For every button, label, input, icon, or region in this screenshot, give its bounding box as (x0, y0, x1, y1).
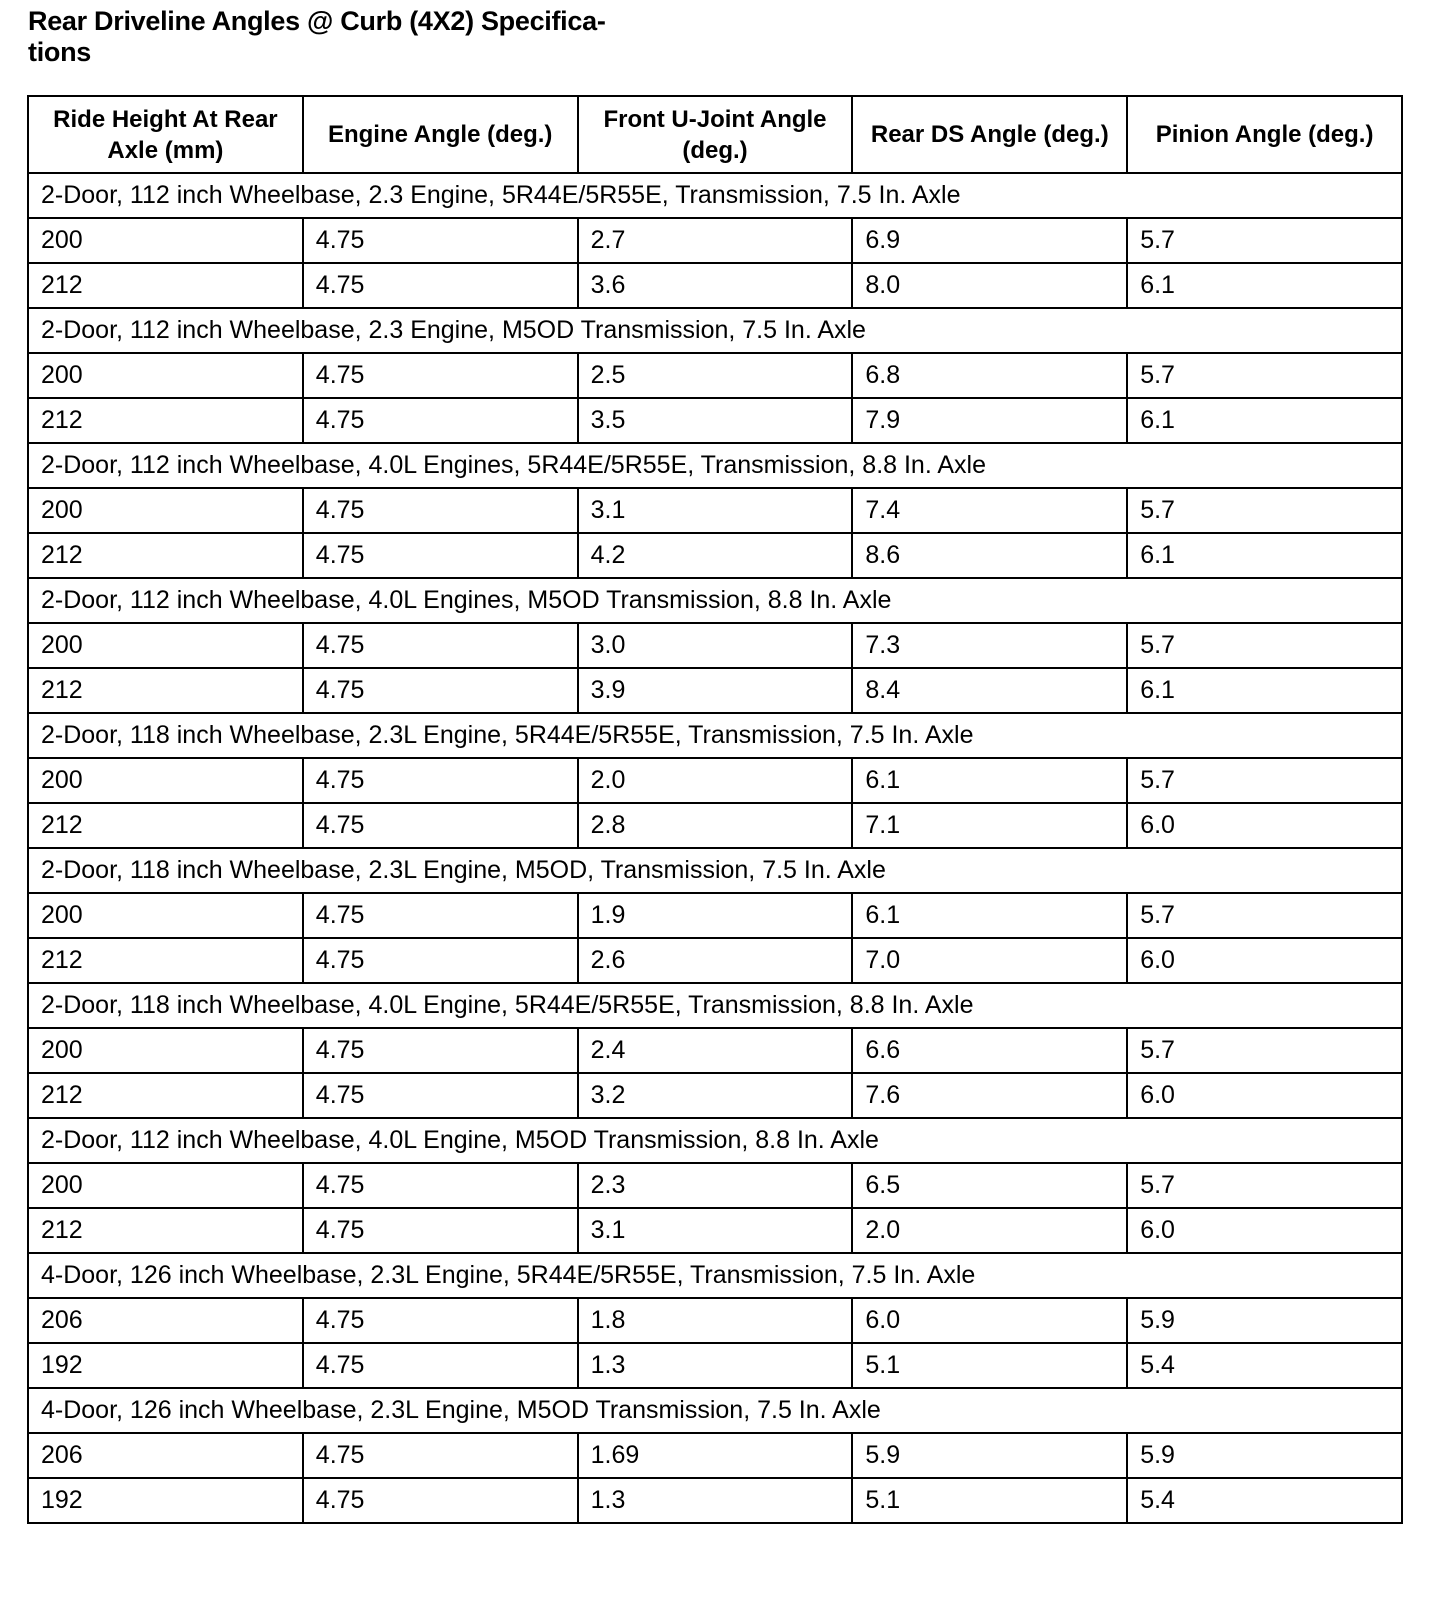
table-cell: 8.4 (852, 668, 1127, 713)
table-cell: 6.0 (1127, 1208, 1402, 1253)
table-cell: 8.6 (852, 533, 1127, 578)
column-header-front-ujoint-angle: Front U-Joint Angle (deg.) (578, 96, 853, 173)
table-cell: 3.5 (578, 398, 853, 443)
table-cell: 5.1 (852, 1478, 1127, 1523)
table-cell: 200 (28, 218, 303, 263)
table-cell: 2.3 (578, 1163, 853, 1208)
table-cell: 5.7 (1127, 488, 1402, 533)
group-label: 2-Door, 112 inch Wheelbase, 4.0L Engines, 5R44E/5R55E, Transmission, 8.8 In. Axle (28, 443, 1402, 488)
table-cell: 2.6 (578, 938, 853, 983)
table-cell: 212 (28, 1208, 303, 1253)
table-cell: 5.7 (1127, 353, 1402, 398)
table-cell: 212 (28, 668, 303, 713)
table-cell: 3.1 (578, 1208, 853, 1253)
table-cell: 7.4 (852, 488, 1127, 533)
group-row (28, 578, 1402, 623)
table-cell: 4.75 (303, 1073, 578, 1118)
table-cell: 4.75 (303, 893, 578, 938)
table-cell: 6.9 (852, 218, 1127, 263)
table-cell: 6.1 (852, 758, 1127, 803)
table-cell: 3.2 (578, 1073, 853, 1118)
table-cell: 1.9 (578, 893, 853, 938)
table-cell: 6.1 (852, 893, 1127, 938)
table-cell: 5.1 (852, 1343, 1127, 1388)
table-cell: 6.6 (852, 1028, 1127, 1073)
table-cell: 7.0 (852, 938, 1127, 983)
group-row (28, 1253, 1402, 1298)
table-cell: 3.6 (578, 263, 853, 308)
table-cell: 212 (28, 1073, 303, 1118)
table-cell: 4.75 (303, 1433, 578, 1478)
table-cell: 6.0 (852, 1298, 1127, 1343)
table-row (28, 893, 1402, 938)
table-row (28, 668, 1402, 713)
table-cell: 212 (28, 398, 303, 443)
table-row (28, 758, 1402, 803)
table-cell: 5.7 (1127, 623, 1402, 668)
table-cell: 5.9 (1127, 1433, 1402, 1478)
table-cell: 3.9 (578, 668, 853, 713)
group-row (28, 173, 1402, 218)
group-label: 4-Door, 126 inch Wheelbase, 2.3L Engine, M5OD Transmission, 7.5 In. Axle (28, 1388, 1402, 1433)
table-cell: 5.7 (1127, 218, 1402, 263)
table-cell: 7.9 (852, 398, 1127, 443)
table-cell: 6.1 (1127, 263, 1402, 308)
table-row (28, 623, 1402, 668)
table-row (28, 803, 1402, 848)
table-cell: 1.3 (578, 1343, 853, 1388)
group-label: 4-Door, 126 inch Wheelbase, 2.3L Engine, 5R44E/5R55E, Transmission, 7.5 In. Axle (28, 1253, 1402, 1298)
table-cell: 6.1 (1127, 668, 1402, 713)
table-row (28, 488, 1402, 533)
table-cell: 4.75 (303, 488, 578, 533)
table-row (28, 1298, 1402, 1343)
table-row (28, 353, 1402, 398)
title-line-1: Rear Driveline Angles @ Curb (4X2) Specifica- (28, 6, 606, 36)
table-cell: 4.2 (578, 533, 853, 578)
table-cell: 6.1 (1127, 398, 1402, 443)
table-cell: 4.75 (303, 1208, 578, 1253)
table-cell: 7.1 (852, 803, 1127, 848)
table-cell: 4.75 (303, 263, 578, 308)
table-cell: 4.75 (303, 803, 578, 848)
table-cell: 5.7 (1127, 758, 1402, 803)
table-cell: 200 (28, 893, 303, 938)
table-cell: 4.75 (303, 353, 578, 398)
table-row (28, 1163, 1402, 1208)
table-cell: 200 (28, 353, 303, 398)
table-cell: 4.75 (303, 623, 578, 668)
table-cell: 4.75 (303, 1298, 578, 1343)
table-cell: 8.0 (852, 263, 1127, 308)
specifications-table (27, 95, 1403, 1524)
table-cell: 5.9 (852, 1433, 1127, 1478)
table-cell: 4.75 (303, 1478, 578, 1523)
table-cell: 5.9 (1127, 1298, 1402, 1343)
table-cell: 6.0 (1127, 938, 1402, 983)
table-cell: 7.3 (852, 623, 1127, 668)
table-cell: 6.8 (852, 353, 1127, 398)
table-cell: 192 (28, 1343, 303, 1388)
title-line-2: tions (28, 37, 91, 67)
group-row (28, 1388, 1402, 1433)
column-header-rear-ds-angle: Rear DS Angle (deg.) (852, 96, 1127, 173)
table-cell: 206 (28, 1298, 303, 1343)
table-cell: 1.8 (578, 1298, 853, 1343)
group-label: 2-Door, 118 inch Wheelbase, 2.3L Engine, M5OD, Transmission, 7.5 In. Axle (28, 848, 1402, 893)
table-cell: 200 (28, 1028, 303, 1073)
table-row (28, 1208, 1402, 1253)
table-cell: 5.4 (1127, 1343, 1402, 1388)
table-cell: 4.75 (303, 758, 578, 803)
group-label: 2-Door, 118 inch Wheelbase, 2.3L Engine, 5R44E/5R55E, Transmission, 7.5 In. Axle (28, 713, 1402, 758)
group-row (28, 308, 1402, 353)
table-cell: 4.75 (303, 938, 578, 983)
table-cell: 5.7 (1127, 893, 1402, 938)
table-row (28, 1073, 1402, 1118)
table-row (28, 1028, 1402, 1073)
group-row (28, 1118, 1402, 1163)
table-row (28, 263, 1402, 308)
table-cell: 5.7 (1127, 1163, 1402, 1208)
column-header-engine-angle: Engine Angle (deg.) (303, 96, 578, 173)
group-row (28, 848, 1402, 893)
table-cell: 200 (28, 1163, 303, 1208)
column-header-ride-height: Ride Height At Rear Axle (mm) (28, 96, 303, 173)
table-cell: 6.1 (1127, 533, 1402, 578)
table-row (28, 398, 1402, 443)
table-cell: 4.75 (303, 533, 578, 578)
table-cell: 2.0 (852, 1208, 1127, 1253)
table-row (28, 533, 1402, 578)
table-cell: 6.5 (852, 1163, 1127, 1208)
table-cell: 200 (28, 623, 303, 668)
group-label: 2-Door, 112 inch Wheelbase, 2.3 Engine, 5R44E/5R55E, Transmission, 7.5 In. Axle (28, 173, 1402, 218)
group-row (28, 713, 1402, 758)
table-cell: 2.4 (578, 1028, 853, 1073)
table-cell: 5.4 (1127, 1478, 1402, 1523)
table-cell: 212 (28, 938, 303, 983)
group-row (28, 983, 1402, 1028)
group-label: 2-Door, 112 inch Wheelbase, 4.0L Engine, M5OD Transmission, 8.8 In. Axle (28, 1118, 1402, 1163)
group-row (28, 443, 1402, 488)
table-cell: 6.0 (1127, 1073, 1402, 1118)
header-row (28, 96, 1402, 173)
table-cell: 2.7 (578, 218, 853, 263)
table-cell: 212 (28, 533, 303, 578)
table-cell: 206 (28, 1433, 303, 1478)
table-cell: 4.75 (303, 1163, 578, 1208)
page-title (28, 6, 606, 68)
table-cell: 3.1 (578, 488, 853, 533)
table-cell: 4.75 (303, 398, 578, 443)
table-cell: 212 (28, 263, 303, 308)
table-cell: 2.0 (578, 758, 853, 803)
table-cell: 3.0 (578, 623, 853, 668)
table-row (28, 938, 1402, 983)
table-cell: 7.6 (852, 1073, 1127, 1118)
group-label: 2-Door, 118 inch Wheelbase, 4.0L Engine, 5R44E/5R55E, Transmission, 8.8 In. Axle (28, 983, 1402, 1028)
table-cell: 5.7 (1127, 1028, 1402, 1073)
group-label: 2-Door, 112 inch Wheelbase, 2.3 Engine, M5OD Transmission, 7.5 In. Axle (28, 308, 1402, 353)
table-cell: 2.5 (578, 353, 853, 398)
table-cell: 4.75 (303, 1028, 578, 1073)
group-label: 2-Door, 112 inch Wheelbase, 4.0L Engines, M5OD Transmission, 8.8 In. Axle (28, 578, 1402, 623)
table-cell: 200 (28, 488, 303, 533)
column-header-pinion-angle: Pinion Angle (deg.) (1127, 96, 1402, 173)
table-cell: 4.75 (303, 218, 578, 263)
table-cell: 192 (28, 1478, 303, 1523)
table-row (28, 218, 1402, 263)
table-row (28, 1478, 1402, 1523)
table-row (28, 1433, 1402, 1478)
table-cell: 6.0 (1127, 803, 1402, 848)
table-cell: 4.75 (303, 1343, 578, 1388)
table-cell: 212 (28, 803, 303, 848)
table-cell: 200 (28, 758, 303, 803)
table-cell: 2.8 (578, 803, 853, 848)
table-cell: 1.3 (578, 1478, 853, 1523)
table-cell: 4.75 (303, 668, 578, 713)
table-row (28, 1343, 1402, 1388)
table-cell: 1.69 (578, 1433, 853, 1478)
